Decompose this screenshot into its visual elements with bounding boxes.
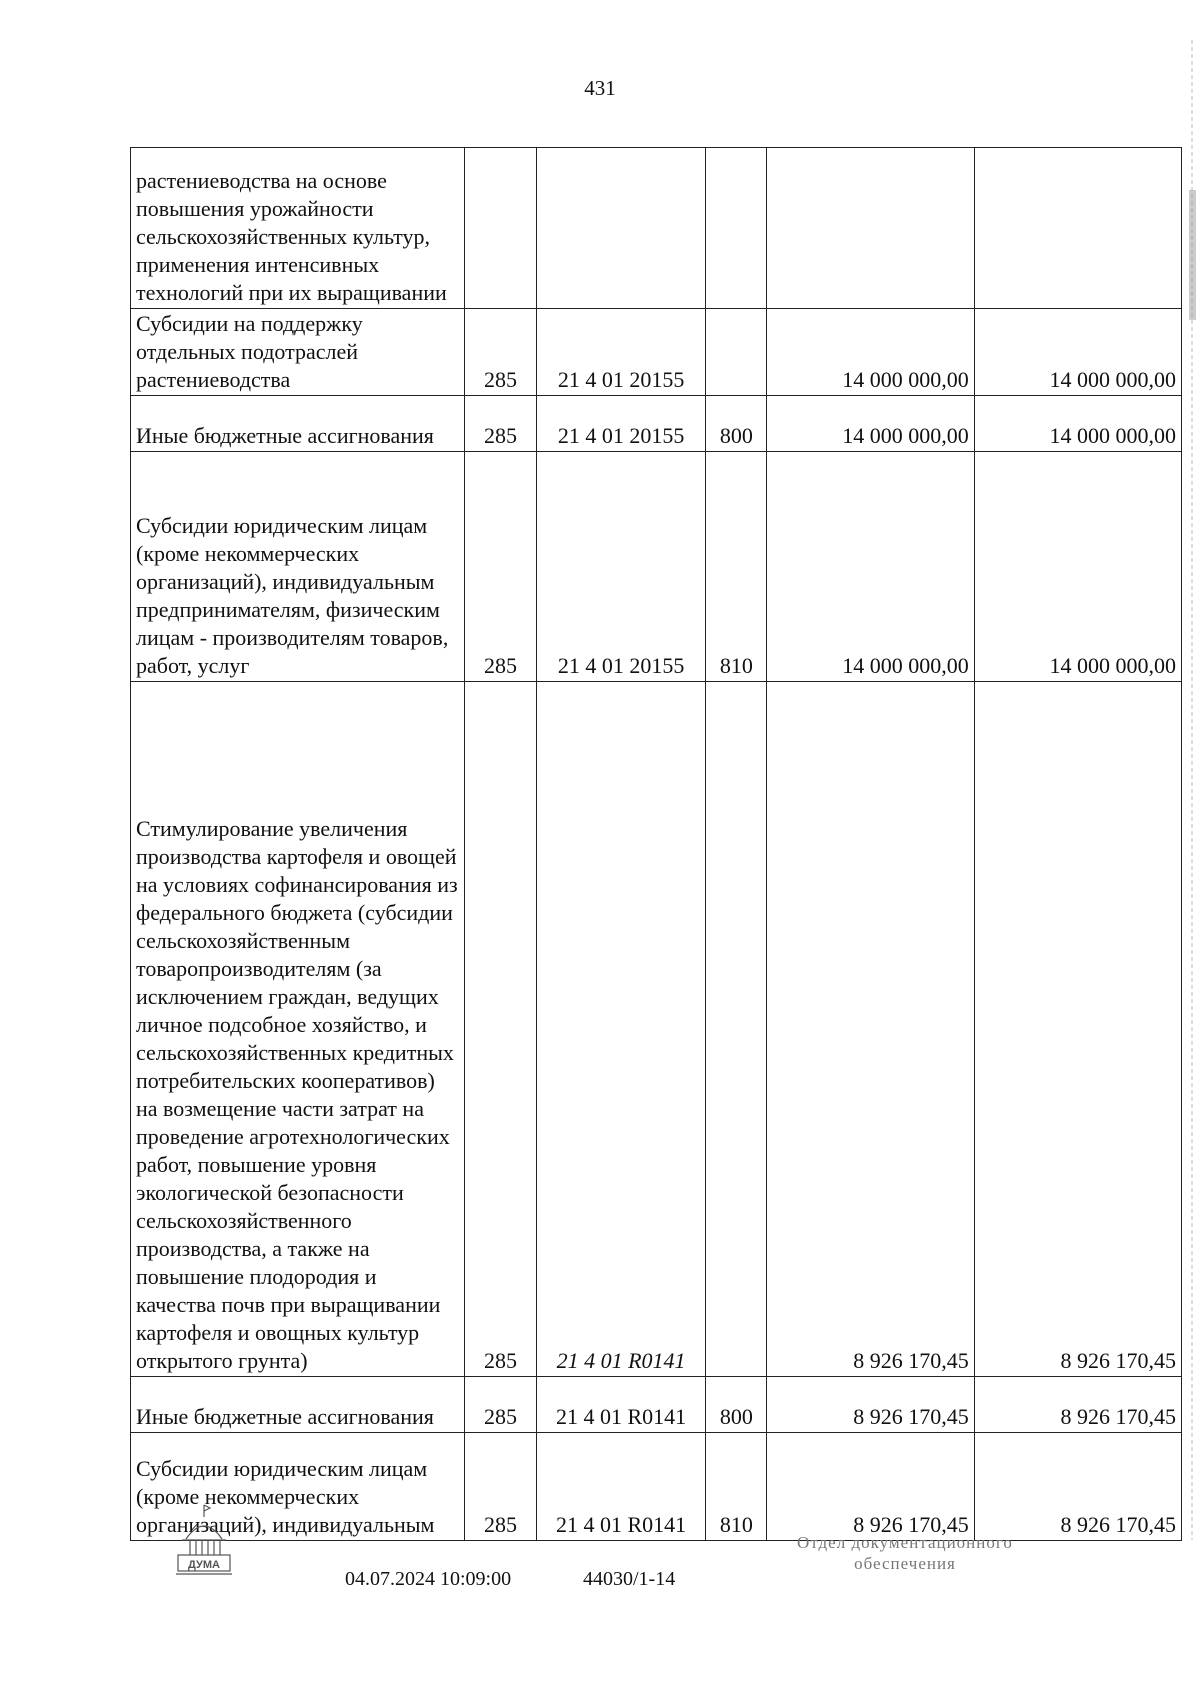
- logo-text: ДУМА: [188, 1559, 220, 1571]
- row-sum-2: [974, 148, 1181, 309]
- row-csr: 21 4 01 R0141: [537, 1377, 706, 1433]
- row-code: [465, 148, 537, 309]
- department-line-2: обеспечения: [854, 1554, 956, 1573]
- table-row: [131, 148, 1182, 309]
- row-name: Субсидии юридическим лицам (кроме некоммерческих организаций), индивидуальным предпринимателям, физическим лицам - производителям товаров, работ, услуг: [131, 452, 465, 682]
- footer-reg-number: 44030/1-14: [583, 1568, 676, 1590]
- row-vr: 810: [706, 1433, 767, 1541]
- row-vr: [706, 309, 767, 396]
- table-row: [131, 309, 1182, 396]
- row-name: Субсидии юридическим лицам (кроме некоммерческих организаций), индивидуальным: [131, 1433, 465, 1541]
- row-vr: 800: [706, 1377, 767, 1433]
- row-name: Субсидии на поддержку отдельных подотраслей растениеводства: [131, 309, 465, 396]
- row-sum-2: 8 926 170,45: [974, 1433, 1181, 1541]
- row-code: 285: [465, 309, 537, 396]
- row-name: Иные бюджетные ассигнования: [131, 396, 465, 452]
- row-sum-2: 8 926 170,45: [974, 1377, 1181, 1433]
- department-line-1: Отдел документационного: [797, 1533, 1013, 1552]
- table-row: [131, 682, 1182, 1377]
- table-row: [131, 452, 1182, 682]
- row-vr: 800: [706, 396, 767, 452]
- row-code: 285: [465, 1433, 537, 1541]
- department-stamp: [760, 1532, 1050, 1574]
- row-code: 285: [465, 1377, 537, 1433]
- row-sum-2: 14 000 000,00: [974, 396, 1181, 452]
- row-sum-1: 8 926 170,45: [767, 1433, 974, 1541]
- row-csr: [537, 148, 706, 309]
- row-name: растениеводства на основе повышения урожайности сельскохозяйственных культур, применения интенсивных технологий при их выращивании: [131, 148, 465, 309]
- table-row: [131, 1377, 1182, 1433]
- row-sum-2: 8 926 170,45: [974, 682, 1181, 1377]
- row-sum-1: 8 926 170,45: [767, 1377, 974, 1433]
- row-sum-2: 14 000 000,00: [974, 309, 1181, 396]
- row-vr: [706, 682, 767, 1377]
- footer-datetime: 04.07.2024 10:09:00: [345, 1568, 512, 1590]
- row-sum-2: 14 000 000,00: [974, 452, 1181, 682]
- table-row: [131, 1433, 1182, 1541]
- row-csr: 21 4 01 20155: [537, 309, 706, 396]
- page-number: 431: [584, 76, 616, 100]
- row-name: Стимулирование увеличения производства картофеля и овощей на условиях софинансирования из федерального бюджета (субсидии сельскохозяйственным товаропроизводителям (за исключением граждан, ведущих личное подсобное хозяйство, и сельскохозяйственных кредитных потребительских кооперативов) на возмещение части затрат на проведение агротехнологических работ, повышение уровня экологической безопасности сельскохозяйственного производства, а также на повышение плодородия и качества почв при выращивании картофеля и овощных культур открытого грунта): [131, 682, 465, 1377]
- row-name: Иные бюджетные ассигнования: [131, 1377, 465, 1433]
- row-vr: 810: [706, 452, 767, 682]
- row-sum-1: 14 000 000,00: [767, 309, 974, 396]
- duma-emblem-icon: [172, 1503, 236, 1579]
- row-code: 285: [465, 682, 537, 1377]
- row-code: 285: [465, 396, 537, 452]
- budget-table: [130, 147, 1182, 1541]
- row-csr: 21 4 01 R0141: [537, 682, 706, 1377]
- row-vr: [706, 148, 767, 309]
- row-csr: 21 4 01 20155: [537, 396, 706, 452]
- row-code: 285: [465, 452, 537, 682]
- row-csr: 21 4 01 20155: [537, 452, 706, 682]
- row-sum-1: 14 000 000,00: [767, 452, 974, 682]
- table-row: [131, 396, 1182, 452]
- row-sum-1: [767, 148, 974, 309]
- row-csr: 21 4 01 R0141: [537, 1433, 706, 1541]
- scan-edge-artifact: [1189, 40, 1197, 1540]
- row-sum-1: 14 000 000,00: [767, 396, 974, 452]
- row-sum-1: 8 926 170,45: [767, 682, 974, 1377]
